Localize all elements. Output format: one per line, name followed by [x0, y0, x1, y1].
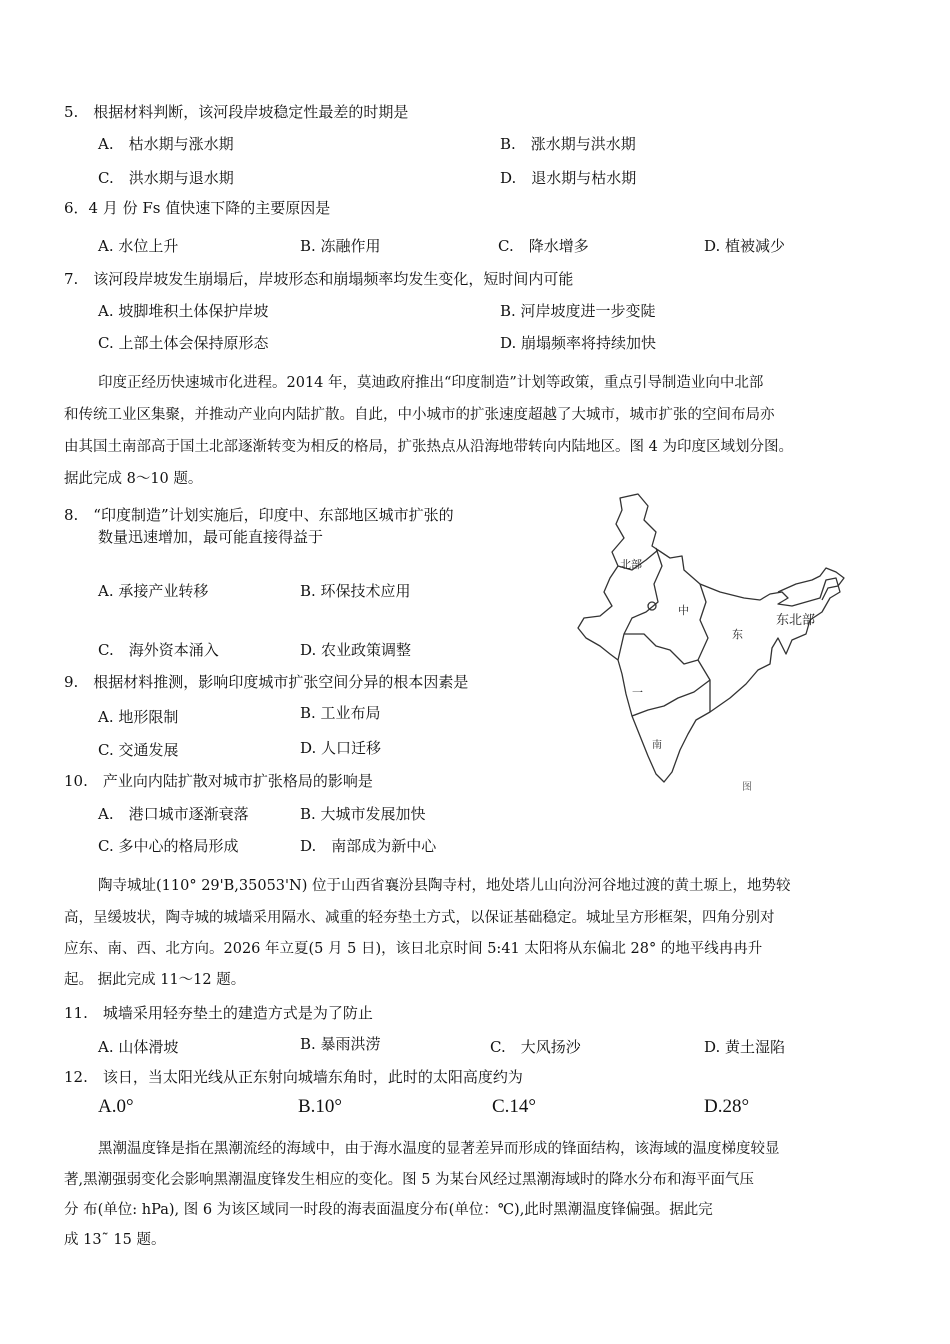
q8-option-d: D. 农业政策调整 [300, 641, 412, 659]
q5-option-d: D. 退水期与枯水期 [500, 169, 637, 187]
q9-option-b: B. 工业布局 [300, 704, 381, 722]
passage-india-line-4: 据此完成 8～10 题。 [64, 471, 203, 487]
passage-taosi-line-1: 陶寺城址(110° 29'B,35053'N) 位于山西省襄汾县陶寺村，地处塔儿山向汾河谷地过渡的黄土塬上，地势较 [98, 878, 791, 894]
q12-option-b: B.10° [298, 1096, 343, 1117]
passage-india-line-2: 和传统工业区集聚，并推动产业向内陆扩散。自此，中小城市的扩张速度超越了大城市，城市扩张的空间布局亦 [64, 407, 775, 423]
delhi-marker [648, 602, 656, 610]
passage-india-line-3: 由其国土南部高于国土北部逐渐转变为相反的格局，扩张热点从沿海地带转向内陆地区。图 4 为印度区域划分图。 [64, 439, 793, 455]
q10-option-c: C. 多中心的格局形成 [98, 837, 239, 855]
q8-option-b: B. 环保技术应用 [300, 582, 411, 600]
q11-option-b: B. 暴雨洪涝 [300, 1035, 381, 1053]
q9-option-a: A. 地形限制 [98, 708, 179, 726]
passage-india-line-1: 印度正经历快速城市化进程。2014 年，莫迪政府推出“印度制造”计划等政策，重点引导制造业向中北部 [98, 375, 764, 391]
map-label-east: 东 [732, 628, 743, 641]
passage-taosi-line-4: 起。 据此完成 11～12 题。 [64, 972, 246, 988]
map-label-northeast: 东北部 [776, 613, 816, 628]
q7-option-b: B. 河岸坡度进一步变陡 [500, 302, 656, 320]
question-11-stem: 11. 城墙采用轻夯垫土的建造方式是为了防止 [64, 1004, 373, 1022]
q8-option-c: C. 海外资本涌入 [98, 641, 219, 659]
map-label-central: 中 [678, 604, 689, 617]
q7-option-a: A. 坡脚堆积土体保护岸坡 [98, 302, 269, 320]
region-border-central-east [698, 584, 710, 712]
map-label-south: 南 [652, 740, 662, 751]
q11-option-a: A. 山体滑坡 [98, 1038, 179, 1056]
q10-option-b: B. 大城市发展加快 [300, 805, 426, 823]
passage-kuroshio-line-2: 著,黑潮强弱变化会影响黑潮温度锋发生相应的变化。图 5 为某台风经过黑潮海域时的降水分布和海平面气压 [64, 1172, 755, 1188]
q12-option-a: A.0° [98, 1096, 134, 1117]
map-label-west: 一 [632, 686, 643, 699]
passage-kuroshio-line-1: 黑潮温度锋是指在黑潮流经的海域中，由于海水温度的显著差异而形成的锋面结构，该海域的温度梯度较显 [98, 1141, 780, 1157]
question-10-stem: 10. 产业向内陆扩散对城市扩张格局的影响是 [64, 772, 373, 790]
q5-option-b: B. 涨水期与洪水期 [500, 135, 636, 153]
q6-option-d: D. 植被减少 [704, 237, 786, 255]
q5-option-c: C. 洪水期与退水期 [98, 169, 234, 187]
india-outline [578, 494, 840, 782]
map-label-north: 北部 [620, 558, 642, 571]
region-border-south [632, 680, 710, 716]
q9-option-c: C. 交通发展 [98, 741, 179, 759]
question-7-stem: 7. 该河段岸坡发生崩塌后，岸坡形态和崩塌频率均发生变化，短时间内可能 [64, 270, 574, 288]
india-region-map [560, 488, 860, 793]
passage-kuroshio-line-4: 成 13˜ 15 题。 [64, 1232, 166, 1248]
question-8-stem-line-2: 数量迅速增加，最可能直接得益于 [98, 528, 324, 546]
question-5-stem: 5. 根据材料判断，该河段岸坡稳定性最差的时期是 [64, 103, 409, 121]
question-12-stem: 12. 该日，当太阳光线从正东射向城墙东角时，此时的太阳高度约为 [64, 1068, 523, 1086]
question-9-stem: 9. 根据材料推测，影响印度城市扩张空间分异的根本因素是 [64, 673, 469, 691]
q5-option-a: A. 枯水期与涨水期 [98, 135, 234, 153]
q7-option-c: C. 上部土体会保持原形态 [98, 334, 269, 352]
q6-option-c: C. 降水增多 [498, 237, 589, 255]
q7-option-d: D. 崩塌频率将持续加快 [500, 334, 657, 352]
region-border-west [624, 634, 698, 664]
q12-option-d: D.28° [704, 1096, 750, 1117]
q10-option-a: A. 港口城市逐渐衰落 [98, 805, 249, 823]
q8-option-a: A. 承接产业转移 [98, 582, 209, 600]
q11-option-c: C. 大风扬沙 [490, 1038, 581, 1056]
q9-option-d: D. 人口迁移 [300, 739, 382, 757]
q6-option-a: A. 水位上升 [98, 237, 179, 255]
q11-option-d: D. 黄土湿陷 [704, 1038, 786, 1056]
passage-taosi-line-2: 高，呈缓坡状，陶寺城的城墙采用隔水、减重的轻夯垫土方式，以保证基础稳定。城址呈方形框架，四角分别对 [64, 910, 775, 926]
q12-option-c: C.14° [492, 1096, 537, 1117]
map-caption: 图 [742, 782, 752, 793]
passage-taosi-line-3: 应东、南、西、北方向。2026 年立夏(5 月 5 日)，该日北京时间 5:41 太阳将从东偏北 28° 的地平线冉冉升 [64, 941, 763, 957]
passage-kuroshio-line-3: 分 布(单位: hPa), 图 6 为该区域同一时段的海表面温度分布(单位：℃),此时黑潮温度锋偏强。据此完 [64, 1202, 713, 1218]
question-6-stem: 6．4 月 份 Fs 值快速下降的主要原因是 [64, 199, 331, 217]
india-map-svg [560, 488, 860, 793]
question-8-stem-line-1: 8. “印度制造”计划实施后，印度中、东部地区城市扩张的 [64, 506, 454, 524]
q6-option-b: B. 冻融作用 [300, 237, 381, 255]
q10-option-d: D. 南部成为新中心 [300, 837, 437, 855]
